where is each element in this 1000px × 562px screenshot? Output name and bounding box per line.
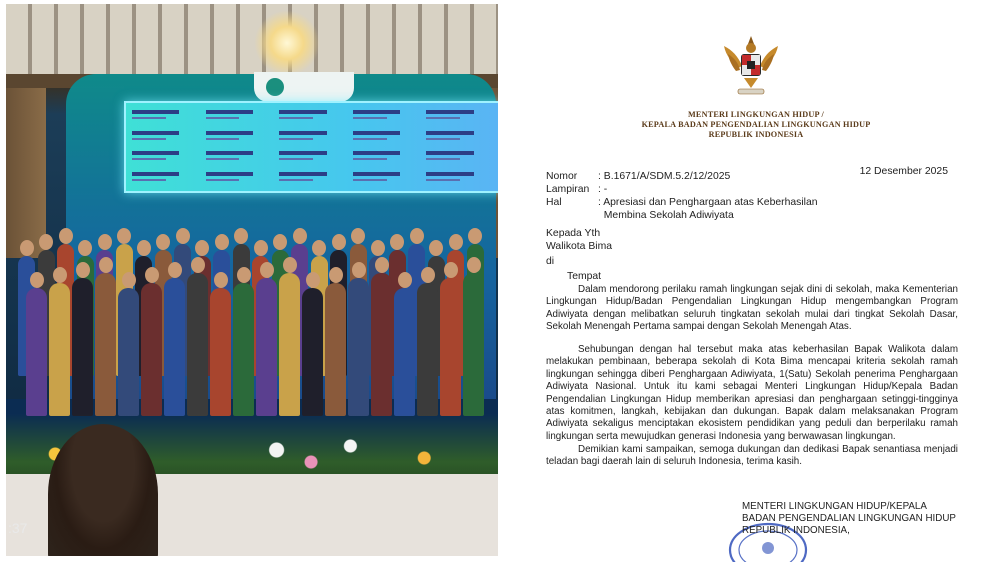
screen-entry bbox=[132, 148, 200, 167]
person-head bbox=[306, 272, 320, 288]
screen-entry bbox=[206, 169, 274, 188]
signature-block bbox=[742, 501, 956, 538]
event-photo bbox=[6, 4, 498, 556]
screen-entry bbox=[426, 169, 494, 188]
group-of-people bbox=[10, 226, 498, 426]
person-head bbox=[234, 228, 248, 244]
person-head bbox=[176, 228, 190, 244]
person-head bbox=[53, 267, 67, 283]
screen-entry bbox=[353, 148, 421, 167]
person-head bbox=[215, 234, 229, 250]
person bbox=[440, 278, 461, 416]
person-head bbox=[375, 257, 389, 273]
person bbox=[417, 283, 438, 416]
meta-value: : - bbox=[598, 184, 608, 195]
screen-entry bbox=[206, 128, 274, 147]
screen-entry bbox=[353, 128, 421, 147]
screen-entry bbox=[353, 107, 421, 126]
person-head bbox=[99, 257, 113, 273]
person-head bbox=[351, 228, 365, 244]
person-head bbox=[260, 262, 274, 278]
person bbox=[95, 273, 116, 416]
person-head bbox=[429, 240, 443, 256]
screen-entry bbox=[353, 169, 421, 188]
recipient-line: Tempat bbox=[567, 271, 602, 282]
person bbox=[348, 278, 369, 416]
stage-logo-icon bbox=[254, 72, 354, 102]
letter-header bbox=[576, 110, 936, 140]
body-paragraph-3: Demikian kami sampaikan, semoga dukungan dan dedikasi Bapak senantiasa menjadi teladan bagi daerah lain di seluruh Indonesia, terima kasih. bbox=[546, 444, 958, 468]
audience-member-head bbox=[48, 424, 158, 556]
screen-entry bbox=[279, 107, 347, 126]
person-head bbox=[283, 257, 297, 273]
screen-entry bbox=[426, 107, 494, 126]
person-head bbox=[39, 234, 53, 250]
screen-entry bbox=[426, 148, 494, 167]
person-head bbox=[293, 228, 307, 244]
meta-value: : B.1671/A/SDM.5.2/12/2025 bbox=[598, 171, 731, 182]
person-head bbox=[329, 267, 343, 283]
letter-meta bbox=[546, 170, 966, 222]
person bbox=[279, 273, 300, 416]
header-line: KEPALA BADAN PENGENDALIAN LINGKUNGAN HIDUP bbox=[641, 120, 871, 129]
person bbox=[302, 288, 323, 416]
person-head bbox=[312, 240, 326, 256]
person-head bbox=[398, 272, 412, 288]
person bbox=[187, 273, 208, 416]
body-paragraph-1: Dalam mendorong perilaku ramah lingkungan sejak dini di sekolah, maka Kementerian Lingkungan Hidup/Badan Pengendalian Lingkungan Hidup mengembangkan Program Adiwiyata dengan melibatkan seluruh tingkatan sekolah mulai dari tingkat Sekolah Dasar, Sekolah Menengah Pertama sampai dengan Sekolah Menengah Atas. bbox=[546, 284, 958, 333]
meta-label: Hal bbox=[546, 197, 562, 208]
screen-award-list bbox=[132, 107, 494, 187]
person bbox=[49, 283, 70, 416]
meta-row-lampiran bbox=[546, 183, 966, 196]
screen-entry bbox=[132, 128, 200, 147]
signature-line: MENTERI LINGKUNGAN HIDUP/KEPALA bbox=[742, 501, 927, 512]
meta-label: Nomor bbox=[546, 171, 578, 182]
person-head bbox=[122, 272, 136, 288]
meta-value: : Apresiasi dan Penghargaan atas Keberhasilan bbox=[598, 197, 818, 208]
screen-entry bbox=[279, 148, 347, 167]
letter-date: 12 Desember 2025 bbox=[859, 166, 948, 177]
person-head bbox=[352, 262, 366, 278]
chandelier-icon bbox=[254, 10, 320, 76]
person-head bbox=[449, 234, 463, 250]
recipient-line: di bbox=[546, 256, 555, 267]
person bbox=[141, 283, 162, 416]
person-head bbox=[20, 240, 34, 256]
person-head bbox=[390, 234, 404, 250]
person bbox=[72, 278, 93, 416]
person bbox=[210, 288, 231, 416]
person-head bbox=[410, 228, 424, 244]
person-head bbox=[195, 240, 209, 256]
person-head bbox=[117, 228, 131, 244]
person-head bbox=[98, 234, 112, 250]
person-head bbox=[78, 240, 92, 256]
person-head bbox=[421, 267, 435, 283]
person bbox=[371, 273, 392, 416]
person-head bbox=[76, 262, 90, 278]
person-head bbox=[137, 240, 151, 256]
person-head bbox=[59, 228, 73, 244]
screen-entry bbox=[426, 128, 494, 147]
header-line: MENTERI LINGKUNGAN HIDUP / bbox=[688, 110, 824, 119]
screen-entry bbox=[132, 169, 200, 188]
person bbox=[256, 278, 277, 416]
meta-row-hal bbox=[546, 196, 966, 209]
meta-value: Membina Sekolah Adiwiyata bbox=[598, 210, 734, 221]
person bbox=[463, 273, 484, 416]
person bbox=[118, 288, 139, 416]
person bbox=[164, 278, 185, 416]
person-head bbox=[444, 262, 458, 278]
person-head bbox=[191, 257, 205, 273]
screen-entry bbox=[279, 128, 347, 147]
person-head bbox=[332, 234, 346, 250]
person-head bbox=[168, 262, 182, 278]
signature-line: REPUBLIK INDONESIA, bbox=[742, 525, 850, 537]
signature-line: BADAN PENGENDALIAN LINGKUNGAN HIDUP bbox=[742, 513, 956, 525]
recipient-line: Kepada Yth bbox=[546, 228, 601, 239]
person bbox=[233, 283, 254, 416]
person-head bbox=[468, 228, 482, 244]
garuda-pancasila-emblem-icon bbox=[718, 32, 784, 98]
person-head bbox=[145, 267, 159, 283]
person bbox=[394, 288, 415, 416]
screen-entry bbox=[206, 107, 274, 126]
meta-row-nomor bbox=[546, 170, 966, 183]
header-line: REPUBLIK INDONESIA bbox=[708, 130, 804, 139]
recipient-block bbox=[546, 227, 612, 283]
video-timestamp: :37 bbox=[8, 520, 28, 536]
meta-label: Lampiran bbox=[546, 184, 590, 195]
screen-entry bbox=[279, 169, 347, 188]
recipient-line: Walikota Bima bbox=[546, 241, 613, 252]
meta-row-hal-cont bbox=[546, 209, 966, 222]
screen-entry bbox=[206, 148, 274, 167]
ceiling bbox=[6, 4, 498, 79]
person bbox=[325, 283, 346, 416]
led-screen bbox=[124, 101, 498, 193]
person-head bbox=[237, 267, 251, 283]
official-letter bbox=[506, 0, 1000, 562]
screen-entry bbox=[132, 107, 200, 126]
person-head bbox=[371, 240, 385, 256]
person-head bbox=[273, 234, 287, 250]
person-head bbox=[214, 272, 228, 288]
person bbox=[26, 288, 47, 416]
body-paragraph-2: Sehubungan dengan hal tersebut maka atas keberhasilan Bapak Walikota dalam melakukan pembinaan, beberapa sekolah di Kota Bima mencapai kriteria sekolah ramah lingkungan sehingga diberi Penghargaan Adiwiyata, 1(Satu) Sekolah penerima Penghargaan Adiwiyata Nasional. Untuk itu kami sebagai Menteri Lingkungan Hidup/Kepala Badan Pengendalian Lingkungan Hidup memberikan apresiasi dan penghargaan setinggi-tingginya atas komitmen, langkah, kebijakan dan dukungan. Bapak dalam melaksanakan Program Adiwiyata sekaligus menciptakan ekosistem pendidikan yang peduli dan berperilaku ramah lingkungan serta mewujudkan generasi Indonesia yang berwawasan lingkungan. bbox=[546, 344, 958, 442]
person-head bbox=[156, 234, 170, 250]
person-head bbox=[254, 240, 268, 256]
person-head bbox=[30, 272, 44, 288]
person-head bbox=[467, 257, 481, 273]
